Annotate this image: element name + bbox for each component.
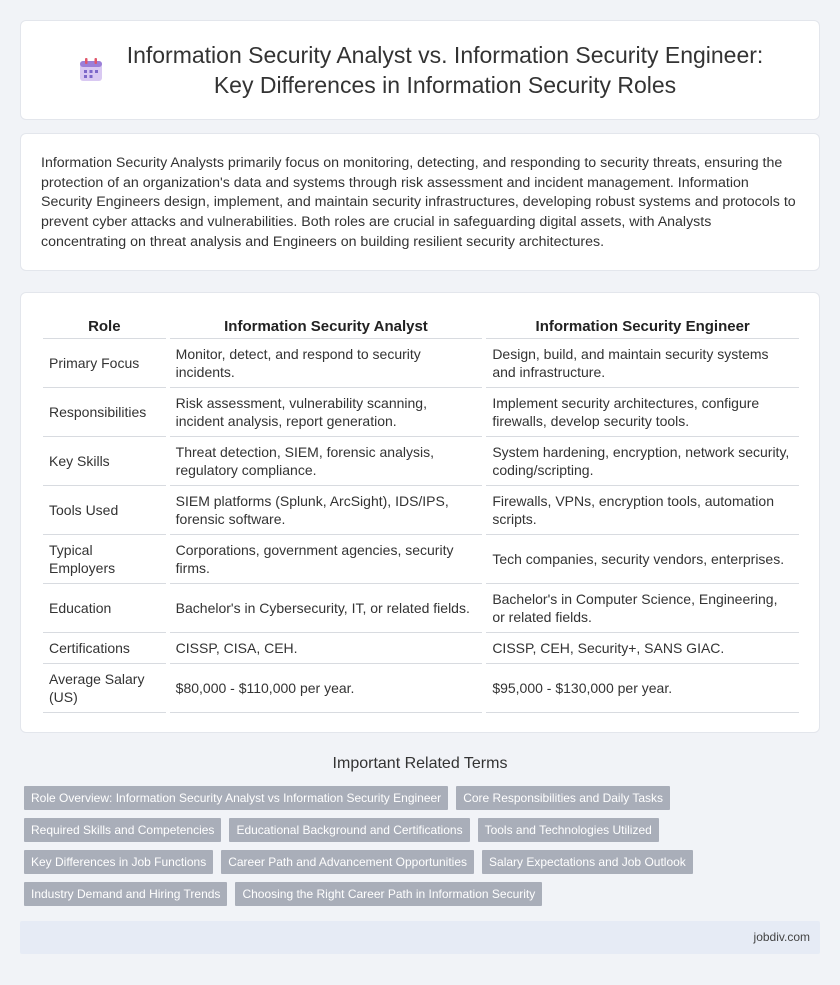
- related-term-tag[interactable]: Key Differences in Job Functions: [24, 850, 213, 874]
- row-label: Certifications: [43, 633, 166, 664]
- related-term-tag[interactable]: Choosing the Right Career Path in Information Security: [235, 882, 542, 906]
- engineer-cell: Bachelor's in Computer Science, Engineering, or related fields.: [486, 584, 799, 633]
- table-row: [43, 339, 799, 388]
- row-label: Tools Used: [43, 486, 166, 535]
- analyst-cell: Risk assessment, vulnerability scanning, incident analysis, report generation.: [170, 388, 483, 437]
- row-label: Education: [43, 584, 166, 633]
- comparison-table: [43, 311, 799, 713]
- related-term-tag[interactable]: Career Path and Advancement Opportunities: [221, 850, 474, 874]
- page-title-line2: Key Differences in Information Security Roles: [213, 72, 677, 98]
- table-row: [43, 486, 799, 535]
- tag-row: [24, 882, 814, 906]
- table-row: [43, 664, 799, 713]
- related-term-tag[interactable]: Core Responsibilities and Daily Tasks: [456, 786, 670, 810]
- page-title: [127, 40, 764, 100]
- engineer-cell: System hardening, encryption, network security, coding/scripting.: [486, 437, 799, 486]
- calendar-icon: [77, 56, 105, 84]
- related-term-tag[interactable]: Salary Expectations and Job Outlook: [482, 850, 693, 874]
- row-label: Key Skills: [43, 437, 166, 486]
- comparison-table-card: [20, 292, 820, 733]
- tag-row: [24, 818, 814, 842]
- header-card: [20, 20, 820, 120]
- related-terms-heading: Important Related Terms: [332, 755, 508, 772]
- table-row: [43, 388, 799, 437]
- table-header-engineer: Information Security Engineer: [486, 311, 799, 339]
- related-term-tag[interactable]: Required Skills and Competencies: [24, 818, 221, 842]
- table-row: [43, 535, 799, 584]
- row-label: Primary Focus: [43, 339, 166, 388]
- analyst-cell: SIEM platforms (Splunk, ArcSight), IDS/IPS, forensic software.: [170, 486, 483, 535]
- analyst-cell: Threat detection, SIEM, forensic analysis, regulatory compliance.: [170, 437, 483, 486]
- table-row: [43, 633, 799, 664]
- engineer-cell: Design, build, and maintain security systems and infrastructure.: [486, 339, 799, 388]
- analyst-cell: Corporations, government agencies, security firms.: [170, 535, 483, 584]
- tag-row: [24, 786, 814, 810]
- analyst-cell: Bachelor's in Cybersecurity, IT, or related fields.: [170, 584, 483, 633]
- engineer-cell: $95,000 - $130,000 per year.: [486, 664, 799, 713]
- related-term-tag[interactable]: Role Overview: Information Security Analyst vs Information Security Engineer: [24, 786, 448, 810]
- analyst-cell: $80,000 - $110,000 per year.: [170, 664, 483, 713]
- related-term-tag[interactable]: Industry Demand and Hiring Trends: [24, 882, 227, 906]
- page-title-line1: Information Security Analyst vs. Information Security Engineer:: [126, 42, 764, 68]
- row-label: Typical Employers: [43, 535, 166, 584]
- table-header-row: [43, 311, 799, 339]
- engineer-cell: Firewalls, VPNs, encryption tools, automation scripts.: [486, 486, 799, 535]
- analyst-cell: CISSP, CISA, CEH.: [170, 633, 483, 664]
- engineer-cell: Tech companies, security vendors, enterprises.: [486, 535, 799, 584]
- footer-site-link[interactable]: jobdiv.com: [753, 930, 810, 944]
- intro-card: [20, 133, 820, 271]
- analyst-cell: Monitor, detect, and respond to security incidents.: [170, 339, 483, 388]
- row-label: Average Salary (US): [43, 664, 166, 713]
- related-terms-list: [24, 786, 814, 914]
- table-header-role: Role: [43, 311, 166, 339]
- intro-paragraph: Information Security Analysts primarily focus on monitoring, detecting, and responding to security threats, ensuring the protection of an organization's data and systems through risk assessment and incident management. Information Security Engineers design, implement, and maintain security infrastructures, developing robust systems and protocols to prevent cyber attacks and vulnerabilities. Both roles are crucial in safeguarding digital assets, with Analysts concentrating on threat analysis and Engineers on building resilient security architectures.: [41, 155, 796, 250]
- engineer-cell: Implement security architectures, configure firewalls, develop security tools.: [486, 388, 799, 437]
- related-term-tag[interactable]: Tools and Technologies Utilized: [478, 818, 659, 842]
- engineer-cell: CISSP, CEH, Security+, SANS GIAC.: [486, 633, 799, 664]
- table-header-analyst: Information Security Analyst: [170, 311, 483, 339]
- table-row: [43, 437, 799, 486]
- footer: [20, 921, 820, 954]
- row-label: Responsibilities: [43, 388, 166, 437]
- tag-row: [24, 850, 814, 874]
- table-row: [43, 584, 799, 633]
- related-term-tag[interactable]: Educational Background and Certifications: [229, 818, 469, 842]
